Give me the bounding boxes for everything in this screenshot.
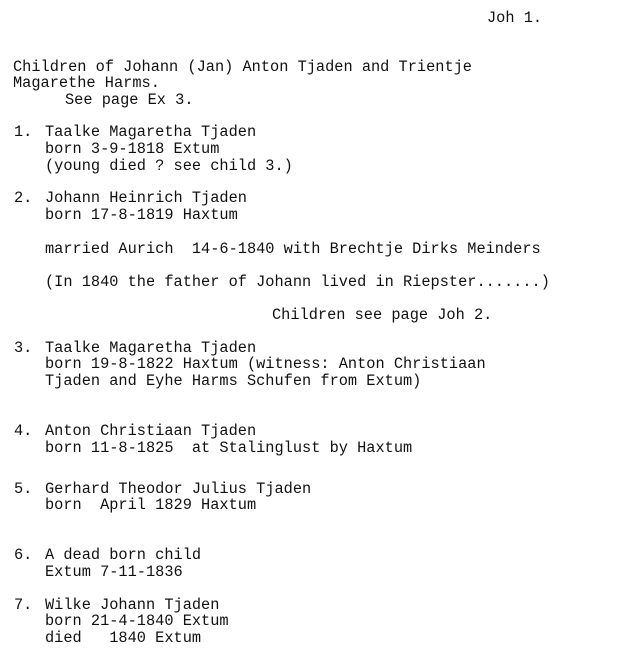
child-4-name: Anton Christiaan Tjaden [45, 422, 257, 440]
child-2-number: 2. [14, 189, 33, 207]
child-7-number: 7. [14, 596, 33, 614]
child-1-note: (young died ? see child 3.) [45, 157, 293, 175]
child-1-born: born 3-9-1818 Extum [45, 140, 220, 158]
intro-line-2: Magarethe Harms. [13, 74, 160, 92]
child-7-name: Wilke Johann Tjaden [45, 596, 220, 614]
child-2-name: Johann Heinrich Tjaden [45, 189, 247, 207]
page-reference: Joh 1. [487, 9, 543, 27]
child-3-name: Taalke Magaretha Tjaden [45, 339, 257, 357]
intro-see-page: See page Ex 3. [65, 91, 194, 109]
child-7-died: died 1840 Extum [45, 629, 202, 647]
child-4-born: born 11-8-1825 at Stalinglust by Haxtum [45, 439, 413, 457]
child-7-born: born 21-4-1840 Extum [45, 612, 229, 630]
child-5-number: 5. [14, 480, 33, 498]
child-5-born: born April 1829 Haxtum [45, 496, 257, 514]
child-2-married: married Aurich 14-6-1840 with Brechtje Dirks Meinders [45, 240, 541, 258]
child-6-number: 6. [14, 546, 33, 564]
child-1-name: Taalke Magaretha Tjaden [45, 123, 257, 141]
child-3-born: born 19-8-1822 Haxtum (witness: Anton Christiaan [45, 355, 486, 373]
child-5-name: Gerhard Theodor Julius Tjaden [45, 480, 312, 498]
child-3-number: 3. [14, 339, 33, 357]
child-4-number: 4. [14, 422, 33, 440]
child-6-born: Extum 7-11-1836 [45, 563, 183, 581]
child-3-witness-continued: Tjaden and Eyhe Harms Schufen from Extum) [45, 372, 422, 390]
child-2-born: born 17-8-1819 Haxtum [45, 206, 238, 224]
child-2-note: (In 1840 the father of Johann lived in Riepster.......) [45, 273, 550, 291]
intro-line-1: Children of Johann (Jan) Anton Tjaden and Trientje [13, 58, 472, 76]
child-1-number: 1. [14, 123, 33, 141]
child-6-name: A dead born child [45, 546, 202, 564]
child-2-children-reference: Children see page Joh 2. [272, 306, 493, 324]
